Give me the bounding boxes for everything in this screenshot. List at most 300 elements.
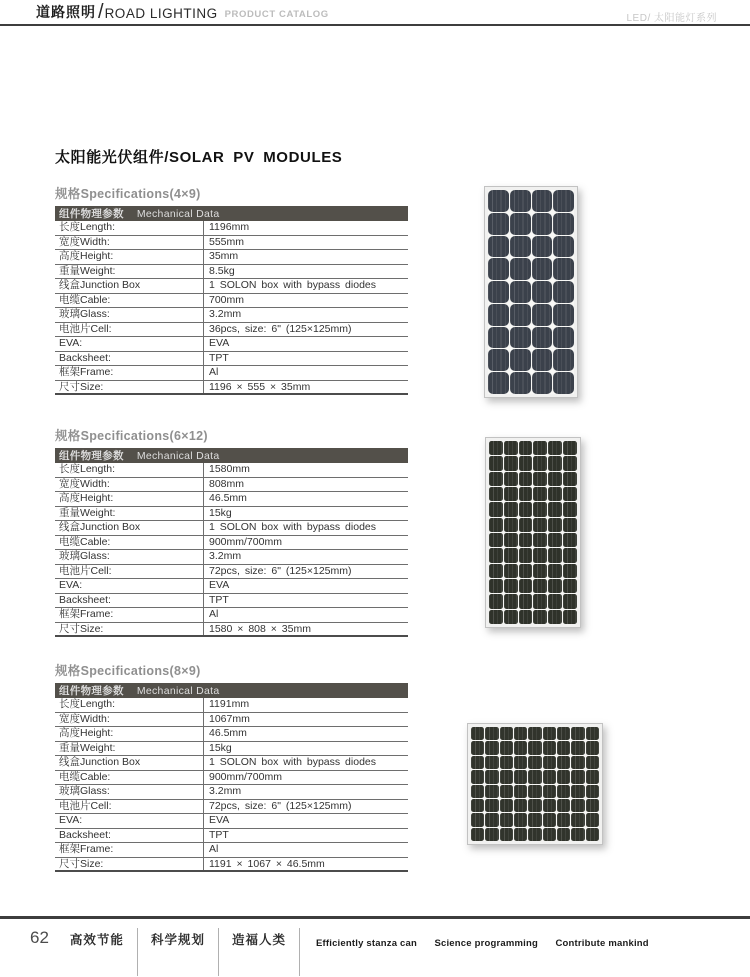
solar-cell [571,799,584,812]
solar-cell [543,756,556,769]
solar-cell [571,727,584,740]
spec-value: EVA [209,579,230,591]
spec-row [55,366,408,381]
spec-label: 线盒Junction Box [55,756,204,770]
solar-cell [543,770,556,783]
solar-cell [510,190,531,212]
solar-cell [543,741,556,754]
spec-label: EVA: [55,579,204,593]
solar-cell [553,349,574,371]
solar-cell [586,741,599,754]
spec-label: 重量Weight: [55,742,204,756]
solar-cell [532,327,553,349]
solar-cell [504,456,518,470]
spec-value: EVA [209,337,230,349]
table-header-cn: 组件物理参数 [59,208,124,220]
spec-label: 长度Length: [55,698,204,712]
solar-cell [485,828,498,841]
solar-cell-grid [488,190,574,394]
solar-cell [553,190,574,212]
spec-label: 重量Weight: [55,265,204,279]
solar-panel-6x12 [485,437,581,628]
solar-cell [543,799,556,812]
spec-value: 1 SOLON box with bypass diodes [209,279,376,291]
solar-cell [533,502,547,516]
spec-row [55,463,408,478]
spec-row [55,521,408,536]
spec-row [55,337,408,352]
spec-value: 808mm [209,477,245,490]
solar-cell [488,349,509,371]
spec-row [55,829,408,844]
solar-cell-grid [471,727,599,841]
solar-cell [500,828,513,841]
solar-cell [519,441,533,455]
solar-cell [489,518,503,532]
spec-row [55,843,408,858]
spec-value: 3.2mm [209,785,242,797]
solar-cell [514,828,527,841]
solar-cell [553,304,574,326]
spec-label: 尺寸Size: [55,858,204,871]
solar-cell [553,327,574,349]
table-header [55,448,408,463]
solar-cell [563,502,577,516]
solar-cell [500,727,513,740]
solar-cell [489,472,503,486]
solar-cell [586,813,599,826]
solar-cell [533,456,547,470]
solar-cell [514,741,527,754]
solar-cell [500,770,513,783]
slogan-science: 科学规划 [138,928,219,976]
solar-cell [485,813,498,826]
spec-value: 1580 × 808 × 35mm [209,622,311,635]
spec-value: 15kg [209,741,232,754]
solar-cell [548,456,562,470]
spec-label: 高度Height: [55,492,204,506]
solar-cell [471,813,484,826]
solar-cell [533,533,547,547]
solar-cell [519,564,533,578]
solar-cell [489,610,503,624]
solar-cell [514,770,527,783]
solar-cell [500,813,513,826]
spec-value: 72pcs, size: 6" (125×125mm) [209,799,352,812]
spec-row [55,579,408,594]
slogan-energy: 高效节能 [57,928,138,976]
solar-cell-grid [489,441,577,624]
spec-label: 高度Height: [55,727,204,741]
solar-cell [548,441,562,455]
solar-cell [489,548,503,562]
catalog-label: PRODUCT CATALOG [224,9,329,20]
spec-row [55,608,408,623]
solar-cell [548,487,562,501]
spec-value: 72pcs, size: 6" (125×125mm) [209,564,352,577]
spec-value: 1067mm [209,712,250,725]
spec-label: Backsheet: [55,829,204,843]
solar-cell [500,741,513,754]
solar-cell [514,785,527,798]
solar-cell [485,756,498,769]
brand-en: ROAD LIGHTING [104,6,218,21]
footer-rule [0,916,750,919]
page-title: 太阳能光伏组件/SOLAR PV MODULES [55,149,343,166]
solar-cell [563,472,577,486]
solar-cell [563,487,577,501]
solar-cell [532,349,553,371]
solar-cell [563,594,577,608]
solar-cell [488,372,509,394]
solar-cell [500,799,513,812]
spec-value: 3.2mm [209,308,242,320]
section-title-8x9: 规格Specifications(8×9) [55,664,201,678]
solar-cell [471,756,484,769]
solar-cell [504,610,518,624]
spec-row [55,279,408,294]
motto-contribute: Contribute mankind [555,938,649,949]
solar-cell [519,579,533,593]
solar-cell [563,456,577,470]
spec-value: 1196 × 555 × 35mm [209,380,311,393]
solar-cell [543,727,556,740]
solar-cell [510,236,531,258]
solar-cell [548,610,562,624]
solar-cell [586,785,599,798]
spec-row [55,565,408,580]
solar-cell [532,258,553,280]
solar-cell [485,727,498,740]
solar-cell [504,594,518,608]
solar-cell [528,828,541,841]
solar-cell [528,813,541,826]
spec-row [55,308,408,323]
slogan-mankind: 造福人类 [219,928,300,976]
spec-row [55,858,408,873]
solar-cell [586,828,599,841]
spec-value: 8.5kg [209,264,235,277]
solar-cell [488,213,509,235]
table-header-cn: 组件物理参数 [59,450,124,462]
solar-cell [553,213,574,235]
spec-value: 1196mm [209,221,250,233]
solar-cell [485,785,498,798]
spec-row [55,713,408,728]
solar-cell [489,533,503,547]
solar-cell [519,502,533,516]
solar-cell [533,441,547,455]
solar-panel-4x9 [484,186,578,398]
solar-cell [532,213,553,235]
spec-row [55,265,408,280]
solar-cell [533,548,547,562]
solar-cell [586,770,599,783]
solar-cell [553,372,574,394]
table-header [55,206,408,221]
spec-value: Al [209,843,219,855]
motto-efficiently: Efficiently stanza can [315,938,417,949]
spec-row [55,800,408,815]
spec-label: 玻璃Glass: [55,785,204,799]
solar-cell [557,813,570,826]
spec-label: 玻璃Glass: [55,550,204,564]
spec-label: 长度Length: [55,463,204,477]
spec-row [55,352,408,367]
header-rule [0,24,750,26]
solar-cell [528,741,541,754]
solar-cell [519,472,533,486]
solar-cell [510,281,531,303]
spec-label: 线盒Junction Box [55,521,204,535]
spec-row [55,623,408,638]
spec-value: 46.5mm [209,727,247,739]
solar-cell [489,441,503,455]
solar-cell [519,533,533,547]
solar-cell [553,258,574,280]
spec-label: Backsheet: [55,352,204,366]
spec-value: Al [209,366,219,378]
solar-cell [563,564,577,578]
solar-cell [510,304,531,326]
solar-cell [488,281,509,303]
motto-science: Science programming [434,938,539,949]
spec-label: 宽度Width: [55,236,204,250]
solar-cell [510,258,531,280]
spec-label: 电池片Cell: [55,565,204,579]
solar-cell [543,828,556,841]
solar-cell [504,502,518,516]
solar-cell [586,799,599,812]
spec-row [55,323,408,338]
spec-label: 重量Weight: [55,507,204,521]
solar-cell [514,756,527,769]
solar-cell [571,770,584,783]
spec-label: 玻璃Glass: [55,308,204,322]
spec-row [55,381,408,396]
solar-cell [543,785,556,798]
spec-value: 1 SOLON box with bypass diodes [209,756,376,768]
solar-cell [485,741,498,754]
solar-cell [489,594,503,608]
solar-cell [519,594,533,608]
spec-label: EVA: [55,814,204,828]
spec-row [55,742,408,757]
solar-cell [533,487,547,501]
solar-cell [485,770,498,783]
solar-cell [528,799,541,812]
series-label: LED/ 太阳能灯系列 [626,13,717,24]
solar-cell [519,610,533,624]
solar-cell [504,533,518,547]
solar-cell [557,741,570,754]
brand-slash: / [98,1,104,23]
brand-cn: 道路照明 [36,4,96,20]
solar-cell [528,770,541,783]
solar-cell [548,548,562,562]
solar-cell [528,785,541,798]
solar-cell [488,327,509,349]
spec-label: Backsheet: [55,594,204,608]
spec-label: 电缆Cable: [55,294,204,308]
spec-label: 宽度Width: [55,713,204,727]
solar-cell [543,813,556,826]
spec-row [55,771,408,786]
solar-cell [563,579,577,593]
spec-label: 框架Frame: [55,843,204,857]
spec-label: 高度Height: [55,250,204,264]
solar-cell [571,785,584,798]
solar-cell [528,727,541,740]
solar-cell [548,472,562,486]
solar-cell [553,236,574,258]
solar-cell [533,518,547,532]
table-header-en: Mechanical Data [136,449,220,462]
solar-panel-8x9 [467,723,603,845]
solar-cell [563,518,577,532]
spec-value: EVA [209,814,230,826]
spec-label: 尺寸Size: [55,381,204,394]
spec-value: 1 SOLON box with bypass diodes [209,521,376,533]
solar-cell [514,813,527,826]
solar-cell [471,828,484,841]
solar-cell [471,785,484,798]
solar-cell [488,236,509,258]
spec-row [55,236,408,251]
solar-cell [548,502,562,516]
spec-label: 长度Length: [55,221,204,235]
solar-cell [485,799,498,812]
solar-cell [489,487,503,501]
spec-row [55,814,408,829]
spec-row [55,594,408,609]
solar-cell [471,770,484,783]
solar-cell [533,564,547,578]
spec-row [55,294,408,309]
solar-cell [571,741,584,754]
solar-cell [471,727,484,740]
solar-cell [532,190,553,212]
spec-value: 555mm [209,235,245,248]
solar-cell [510,213,531,235]
spec-label: 框架Frame: [55,366,204,380]
solar-cell [504,548,518,562]
spec-label: 电池片Cell: [55,323,204,337]
page-footer [30,928,662,976]
spec-value: 46.5mm [209,492,247,504]
section-title-4x9: 规格Specifications(4×9) [55,187,201,201]
solar-cell [510,372,531,394]
solar-cell [557,756,570,769]
solar-cell [504,518,518,532]
solar-cell [563,441,577,455]
solar-cell [557,828,570,841]
spec-value: 700mm [209,293,245,306]
footer-mottos [316,928,662,951]
table-header-cn: 组件物理参数 [59,685,124,697]
solar-cell [500,756,513,769]
spec-label: EVA: [55,337,204,351]
solar-cell [532,281,553,303]
spec-row [55,250,408,265]
spec-value: 3.2mm [209,550,242,562]
solar-cell [471,799,484,812]
solar-cell [504,579,518,593]
solar-cell [489,456,503,470]
solar-cell [471,741,484,754]
solar-cell [532,236,553,258]
solar-cell [514,799,527,812]
table-header [55,683,408,698]
solar-cell [571,756,584,769]
page-number: 62 [30,928,49,947]
solar-cell [563,548,577,562]
spec-value: TPT [209,593,229,606]
solar-cell [571,828,584,841]
solar-cell [489,564,503,578]
spec-value: TPT [209,351,229,364]
spec-row [55,698,408,713]
spec-value: 1191 × 1067 × 46.5mm [209,857,325,870]
spec-table-8x9 [55,683,408,872]
spec-label: 框架Frame: [55,608,204,622]
section-title-6x12: 规格Specifications(6×12) [55,429,208,443]
solar-cell [489,579,503,593]
solar-cell [510,349,531,371]
solar-cell [504,472,518,486]
solar-cell [528,756,541,769]
solar-cell [519,548,533,562]
solar-cell [533,579,547,593]
page-header [36,2,329,22]
spec-row [55,550,408,565]
solar-cell [548,594,562,608]
solar-cell [557,799,570,812]
spec-row [55,536,408,551]
solar-cell [557,785,570,798]
solar-cell [571,813,584,826]
solar-cell [557,770,570,783]
solar-cell [489,502,503,516]
solar-cell [510,327,531,349]
spec-value: 900mm/700mm [209,770,282,783]
solar-cell [533,594,547,608]
spec-row [55,221,408,236]
solar-cell [532,304,553,326]
spec-value: Al [209,608,219,620]
spec-value: 36pcs, size: 6" (125×125mm) [209,322,352,335]
solar-cell [548,518,562,532]
solar-cell [586,756,599,769]
table-header-en: Mechanical Data [136,207,220,220]
solar-cell [533,472,547,486]
solar-cell [548,533,562,547]
spec-row [55,492,408,507]
spec-value: TPT [209,828,229,841]
spec-table-6x12 [55,448,408,637]
solar-cell [586,727,599,740]
spec-label: 电缆Cable: [55,771,204,785]
solar-cell [500,785,513,798]
solar-cell [488,258,509,280]
spec-label: 宽度Width: [55,478,204,492]
spec-label: 电池片Cell: [55,800,204,814]
solar-cell [504,441,518,455]
solar-cell [533,610,547,624]
solar-cell [519,456,533,470]
spec-label: 电缆Cable: [55,536,204,550]
spec-label: 线盒Junction Box [55,279,204,293]
